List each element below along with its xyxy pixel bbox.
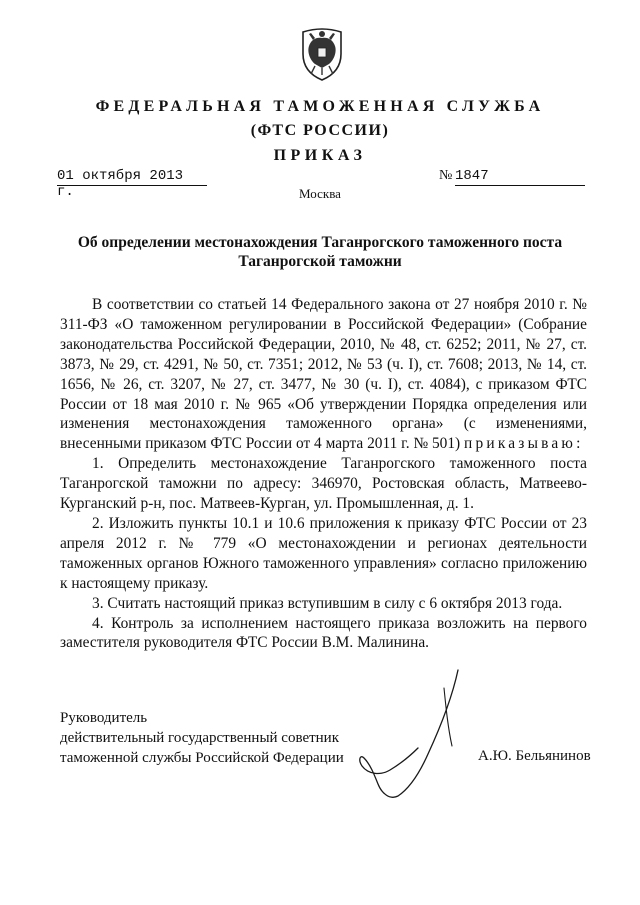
preamble-paragraph (60, 295, 587, 454)
city: Москва (299, 186, 341, 201)
signatory-name: А.Ю. Бельянинов (478, 748, 591, 764)
order-date-value: 01 октября 2013 г. (57, 168, 184, 200)
preamble-text: В соответствии со статьей 14 Федерального закона от 27 ноября 2010 г. № 311-ФЗ «О таможенном регулировании в Российской Федерации» (Собрание законодательства Российской Федерации, 2010, № 48, ст. 6252; 2011, № 27, ст. 3873, № 29, ст. 4291, № 50, ст. 7351; 2012, № 53 (ч. I), ст. 7608; 2013, № 14, ст. 1656, № 26, ст. 3207, № 27, ст. 3477, № 30 (ч. I), ст. 4084), с приказом ФТС России от 18 мая 2010 г. № 965 «Об утверждении Порядка определения или изменения местонахождения таможенного органа» (с изменениями, внесенными приказом ФТС России от 4 марта 2011 г. № 501) (60, 296, 587, 453)
agency-name: ФЕДЕРАЛЬНАЯ ТАМОЖЕННАЯ СЛУЖБА (95, 98, 545, 115)
signatory-title-line-2: действительный государственный советник (60, 730, 340, 746)
handwritten-signature (340, 668, 480, 800)
signatory-title-line-3: таможенной службы Российской Федерации (60, 750, 344, 766)
order-number (455, 168, 585, 184)
signatory-title (60, 708, 344, 768)
order-item-1: 1. Определить местонахождение Таганрогского таможенного поста Таганрогской таможни по адресу: 346970, Ростовская область, Матвеево-Курганский р-н, пос. Матвеев-Курган, ул. Промышленная, д. 1. (60, 455, 587, 513)
signatory-title-line-1: Руководитель (60, 710, 148, 726)
order-item-4: 4. Контроль за исполнением настоящего приказа возложить на первого заместителя руководителя ФТС России В.М. Малинина. (60, 614, 587, 652)
agency-short-name: (ФТС РОССИИ) (250, 122, 390, 139)
double-headed-eagle-emblem-icon (297, 24, 347, 82)
subject-line-1: Об определении местонахождения Таганрогского таможенного поста (77, 234, 563, 251)
order-word: приказываю: (464, 435, 584, 453)
order-number-value: 1847 (455, 168, 489, 184)
document-type-title: ПРИКАЗ (273, 147, 367, 164)
order-subject (60, 233, 580, 271)
subject-line-2: Таганрогской таможни (238, 253, 402, 270)
order-number-sign: № (439, 168, 453, 183)
order-body (60, 295, 587, 653)
order-item-2: 2. Изложить пункты 10.1 и 10.6 приложения к приказу ФТС России от 23 апреля 2012 г. № 779 «О местонахождении и регионах деятельности таможенных органов Южного таможенного управления» согласно приложению к настоящему приказу. (60, 514, 587, 592)
order-item-3: 3. Считать настоящий приказ вступившим в силу с 6 октября 2013 года. (92, 594, 563, 612)
